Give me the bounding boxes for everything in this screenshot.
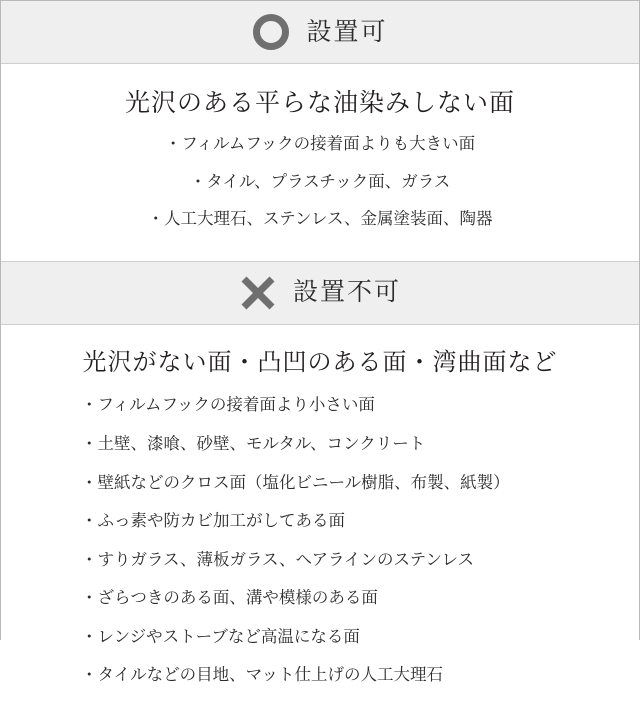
bullet: ・ (81, 550, 98, 569)
list-item (19, 207, 621, 233)
bullet: ・ (164, 135, 182, 153)
list-item-label: 人工大理石、ステンレス、金属塗装面、陶器 (164, 210, 493, 229)
bullet: ・ (81, 396, 98, 415)
list-item-label: ざらつきのある面、溝や模様のある面 (97, 589, 378, 608)
list-item-label: タイルなどの目地、マット仕上げの人工大理石 (97, 666, 444, 685)
list-item-label: 壁紙などのクロス面（塩化ビニール樹脂、布製、紙製） (97, 473, 510, 492)
list-item (81, 586, 621, 612)
bullet: ・ (81, 473, 98, 492)
list-item-label: ふっ素や防カビ加工がしてある面 (97, 512, 345, 531)
bullet: ・ (81, 627, 98, 646)
circle-ok-icon (252, 13, 290, 51)
list-item-label: レンジやストーブなど高温になる面 (97, 627, 360, 646)
bullet: ・ (189, 172, 207, 191)
ng-band (1, 261, 639, 325)
list-item (81, 625, 621, 651)
list-item (81, 471, 621, 497)
list-item (81, 663, 621, 689)
ok-band-label: 設置可 (306, 17, 388, 46)
cross-ng-icon (239, 274, 277, 312)
list-item (81, 548, 621, 574)
list-item-label: フィルムフックの接着面よりも大きい面 (181, 135, 476, 153)
list-item-label: フィルムフックの接着面より小さい面 (97, 396, 375, 415)
list-item-label: タイル、プラスチック面、ガラス (206, 172, 451, 191)
ng-heading: 光沢がない面・凸凹のある面・湾曲面など (82, 348, 558, 376)
ng-band-label: 設置不可 (292, 278, 401, 307)
ok-item-list (19, 132, 621, 233)
list-item (81, 393, 621, 419)
bullet: ・ (147, 210, 165, 229)
list-item (19, 132, 621, 158)
bullet: ・ (81, 435, 98, 454)
list-item (81, 432, 621, 458)
ok-band (1, 1, 639, 64)
ok-section (1, 64, 639, 261)
bullet: ・ (81, 512, 98, 531)
bullet: ・ (81, 666, 98, 685)
ng-section (1, 325, 639, 712)
ok-heading: 光沢のある平らな油染みしない面 (124, 89, 515, 117)
list-item-label: すりガラス、薄板ガラス、ヘアラインのステンレス (97, 550, 474, 569)
list-item-label: 土壁、漆喰、砂壁、モルタル、コンクリート (97, 435, 426, 454)
list-item (19, 170, 621, 196)
ng-item-list (19, 393, 621, 689)
list-item (81, 509, 621, 535)
bullet: ・ (81, 589, 98, 608)
